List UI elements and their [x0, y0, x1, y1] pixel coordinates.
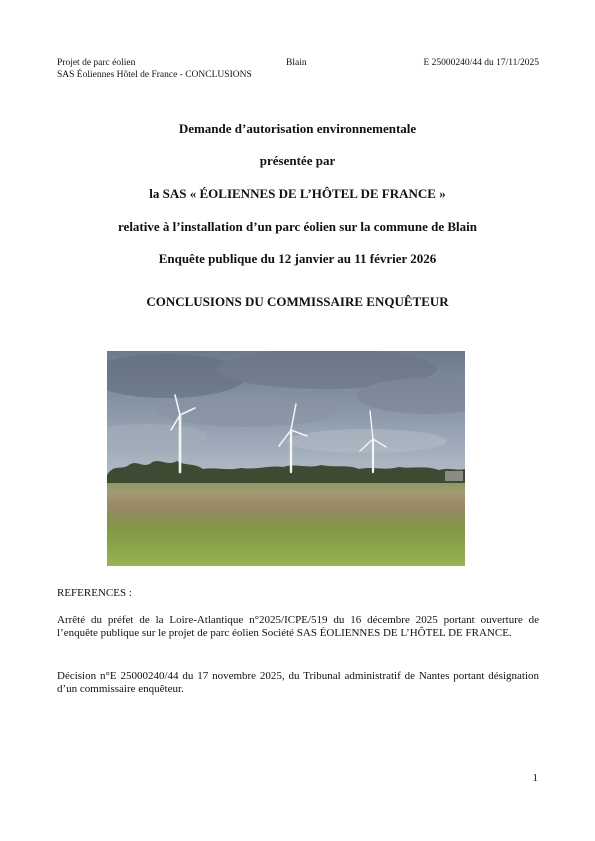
- title-company: la SAS « ÉOLIENNES DE L’HÔTEL DE FRANCE »: [149, 186, 446, 201]
- header-reference: E 25000240/44 du 17/11/2025: [423, 58, 539, 68]
- title-subject: relative à l’installation d’un parc éolien sur la commune de Blain: [118, 219, 477, 234]
- title-conclusions: CONCLUSIONS DU COMMISSAIRE ENQUÊTEUR: [146, 294, 449, 309]
- header-document-name: SAS Éoliennes Hôtel de France - CONCLUSIONS: [57, 70, 252, 80]
- wind-farm-photo: [107, 351, 465, 566]
- references-tribunal-decision: Décision n°E 25000240/44 du 17 novembre 2025, du Tribunal administratif de Nantes portant désignation d’un commissaire enquêteur.: [57, 670, 539, 695]
- references-heading: REFERENCES :: [57, 587, 132, 599]
- header-project: Projet de parc éolien: [57, 58, 136, 68]
- farm-building: [445, 471, 463, 481]
- header-commune: Blain: [286, 58, 307, 68]
- title-inquiry-dates: Enquête publique du 12 janvier au 11 février 2026: [158, 251, 437, 266]
- title-presented-by: présentée par: [259, 153, 336, 168]
- page-number: 1: [532, 772, 538, 784]
- references-prefectoral-order: Arrêté du préfet de la Loire-Atlantique n°2025/ICPE/519 du 16 décembre 2025 portant ouverture de l’enquête publique sur le projet de parc éolien Société SAS ÉOLIENNES DE L’HÔTEL DE FRANCE.: [57, 614, 539, 639]
- title-request: Demande d’autorisation environnementale: [178, 121, 417, 136]
